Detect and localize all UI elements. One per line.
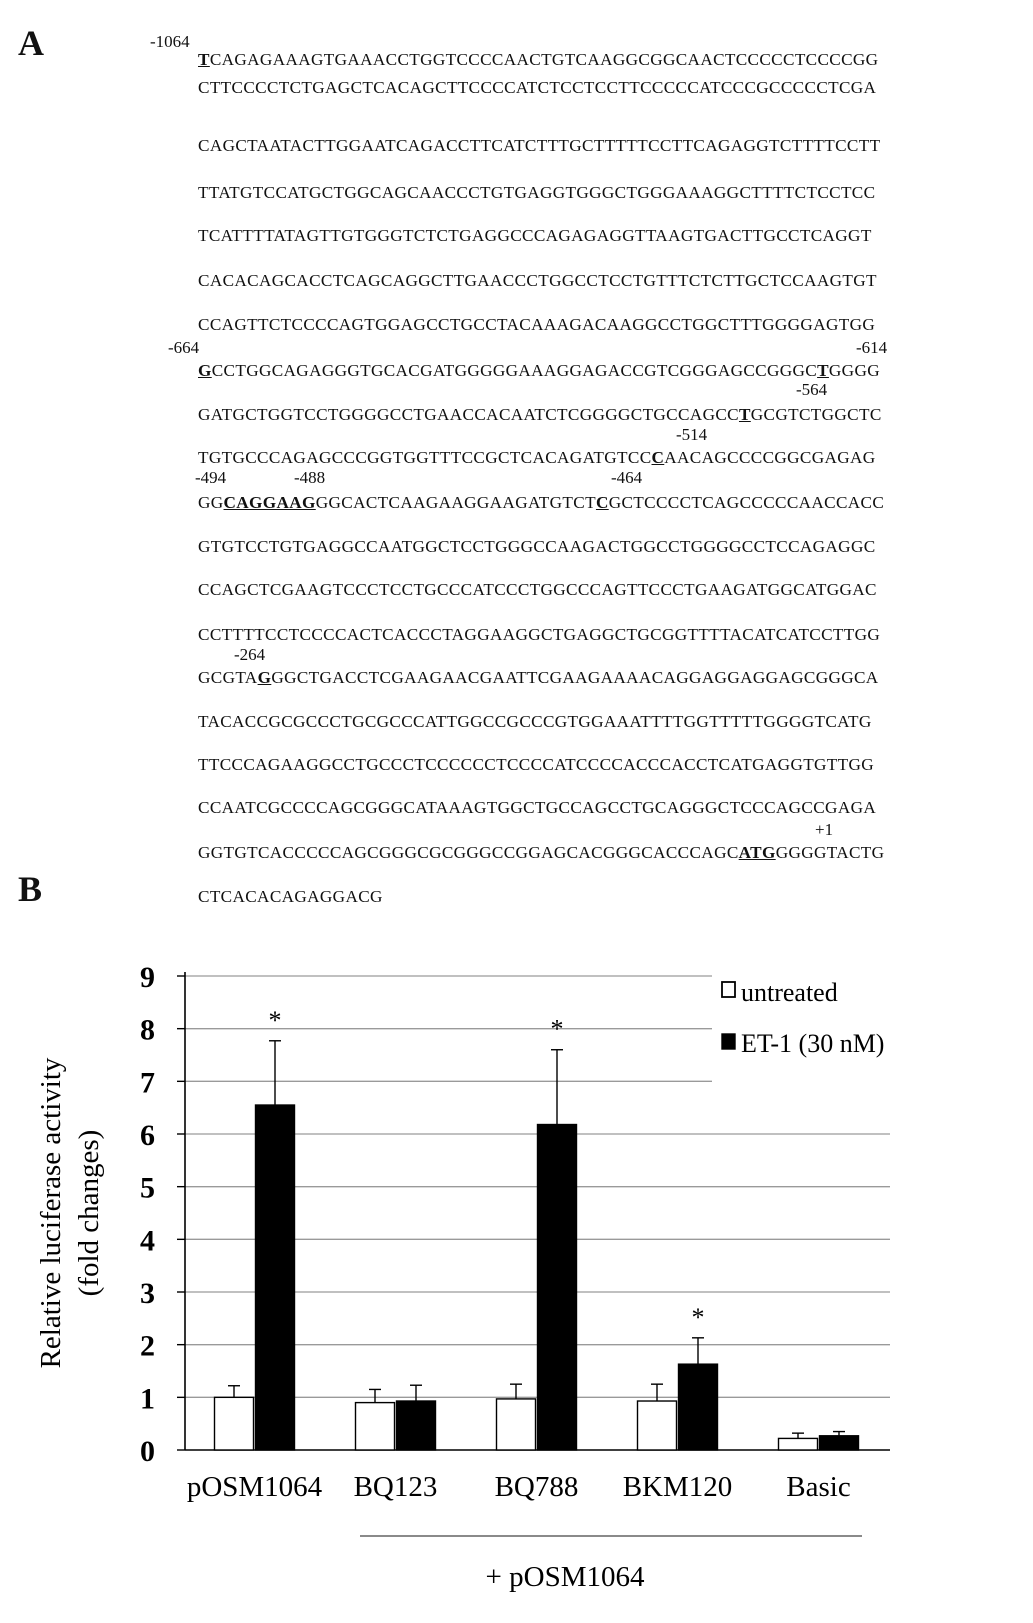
group-label: + pOSM1064 bbox=[485, 1561, 645, 1593]
x-tick-label: BQ788 bbox=[494, 1471, 579, 1503]
y-tick-label: 6 bbox=[140, 1119, 155, 1152]
position-label: -464 bbox=[611, 468, 643, 487]
sequence-line bbox=[198, 798, 876, 818]
y-axis-label: Relative luciferase activity bbox=[35, 1057, 67, 1369]
sequence-segment: CCAGTTCTCCCCAGTGGAGCCTGCCTACAAAGACAAGGCCTGGCTTTGGGGAGTGG bbox=[198, 315, 876, 334]
sequence-line bbox=[198, 183, 875, 203]
bar-et1 bbox=[679, 1364, 718, 1450]
sequence-segment: AACAGCCCCGGCGAGAG bbox=[664, 448, 876, 467]
sequence-line bbox=[198, 493, 884, 513]
sequence-line bbox=[198, 136, 880, 156]
legend-swatch-et1 bbox=[722, 1034, 735, 1049]
sequence-segment: GG bbox=[198, 493, 224, 512]
legend-swatch-untreated bbox=[722, 982, 735, 997]
sequence-line bbox=[198, 405, 882, 425]
sequence-segment: CTTCCCCTCTGAGCTCACAGCTTCCCCATCTCCTCCTTCCCCCATCCCGCCCCCTCGA bbox=[198, 78, 877, 97]
sequence-segment: GCGTCTGGCTC bbox=[750, 405, 882, 424]
sequence-segment: GGCTGACCTCGAAGAACGAATTCGAAGAAAACAGGAGGAGGAGCGGGCA bbox=[271, 668, 879, 687]
y-tick-label: 5 bbox=[140, 1171, 155, 1205]
sequence-line bbox=[198, 537, 876, 557]
sequence-segment: GGCACTCAAGAAGGAAGATGTCT bbox=[315, 493, 596, 512]
bar-et1 bbox=[538, 1125, 577, 1450]
bar-untreated bbox=[497, 1399, 536, 1450]
sequence-line bbox=[198, 625, 880, 645]
chart-panel bbox=[0, 950, 1033, 1618]
x-tick-label: Basic bbox=[786, 1471, 851, 1503]
y-tick-label: 4 bbox=[140, 1224, 155, 1258]
sequence-line bbox=[198, 580, 877, 600]
sequence-segment: GGGGTACTG bbox=[775, 843, 885, 862]
sequence-line bbox=[198, 755, 874, 775]
bar-untreated bbox=[356, 1403, 395, 1450]
position-label: -1064 bbox=[150, 32, 190, 51]
luciferase-bar-chart bbox=[0, 950, 1033, 1618]
y-tick-label: 1 bbox=[140, 1382, 155, 1416]
x-tick-label: pOSM1064 bbox=[186, 1471, 323, 1503]
bar-et1 bbox=[397, 1401, 436, 1450]
position-label: -514 bbox=[676, 425, 708, 444]
marked-nucleotide: C bbox=[595, 493, 609, 512]
sequence-segment: CCAGCTCGAAGTCCCTCCTGCCCATCCCTGGCCCAGTTCCCTGAAGATGGCATGGAC bbox=[198, 580, 877, 599]
significance-marker: * bbox=[268, 1005, 282, 1035]
sequence-segment: GATGCTGGTCCTGGGGCCTGAACCACAATCTCGGGGCTGCCAGCC bbox=[198, 405, 739, 424]
sequence-line bbox=[198, 887, 383, 907]
sequence-segment: TGTGCCCAGAGCCCGGTGGTTTCCGCTCACAGATGTCC bbox=[198, 448, 652, 467]
legend-label: ET-1 (30 nM) bbox=[741, 1029, 885, 1058]
bar-et1 bbox=[820, 1436, 859, 1450]
sequence-line bbox=[198, 361, 880, 381]
sequence-line bbox=[198, 271, 877, 291]
position-label: -614 bbox=[856, 338, 888, 357]
sequence-line bbox=[198, 50, 878, 70]
sequence-segment: CCAATCGCCCCAGCGGGCATAAAGTGGCTGCCAGCCTGCAGGGCTCCCAGCCGAGA bbox=[198, 798, 877, 817]
position-label: -264 bbox=[234, 645, 266, 664]
sequence-line bbox=[198, 78, 876, 98]
marked-nucleotide: T bbox=[198, 50, 210, 69]
sequence-segment: TACACCGCGCCCTGCGCCCATTGGCCGCCCGTGGAAATTTTGGTTTTTGGGGTCATG bbox=[198, 712, 872, 731]
panel-a-label: A bbox=[18, 23, 44, 63]
position-label: -664 bbox=[168, 338, 200, 357]
sequence-segment: CAGCTAATACTTGGAATCAGACCTTCATCTTTGCTTTTTCCTTCAGAGGTCTTTTCCTT bbox=[198, 136, 881, 155]
sequence-segment: GGGG bbox=[828, 361, 880, 380]
sequence-segment: CTCACACAGAGGACG bbox=[198, 887, 383, 906]
marked-nucleotide: ATG bbox=[738, 843, 776, 862]
x-tick-label: BQ123 bbox=[353, 1471, 438, 1503]
marked-nucleotide: T bbox=[817, 361, 829, 380]
sequence-line bbox=[198, 843, 884, 863]
y-tick-label: 0 bbox=[140, 1435, 155, 1468]
position-label: -488 bbox=[294, 468, 326, 487]
bar-untreated bbox=[779, 1438, 818, 1450]
y-tick-label: 7 bbox=[140, 1066, 155, 1100]
marked-nucleotide: C bbox=[651, 448, 665, 467]
y-tick-label: 3 bbox=[140, 1277, 155, 1310]
sequence-segment: CAGAGAAAGTGAAACCTGGTCCCCAACTGTCAAGGCGGCAACTCCCCCTCCCCGG bbox=[209, 50, 879, 69]
x-tick-label: BKM120 bbox=[622, 1471, 733, 1503]
y-tick-label: 8 bbox=[140, 1013, 155, 1047]
bar-untreated bbox=[638, 1401, 677, 1450]
marked-nucleotide: G bbox=[257, 668, 272, 687]
position-label: -494 bbox=[195, 468, 227, 487]
bar-untreated bbox=[215, 1397, 254, 1450]
sequence-segment: TTCCCAGAAGGCCTGCCCTCCCCCCTCCCCATCCCCACCCACCTCATGAGGTGTTGG bbox=[198, 755, 875, 774]
sequence-line bbox=[198, 448, 876, 468]
position-label: -564 bbox=[796, 380, 828, 399]
sequence-line bbox=[198, 712, 872, 732]
panel-b-label: B bbox=[18, 869, 43, 909]
bar-et1 bbox=[256, 1105, 295, 1450]
sequence-segment: CCTGGCAGAGGGTGCACGATGGGGGAAAGGAGACCGTCGGGAGCCGGGC bbox=[211, 361, 818, 380]
sequence-segment: TTATGTCCATGCTGGCAGCAACCCTGTGAGGTGGGCTGGGAAAGGCTTTTCTCCTCC bbox=[198, 183, 876, 202]
sequence-segment: TCATTTTATAGTTGTGGGTCTCTGAGGCCCAGAGAGGTTAAGTGACTTGCCTCAGGT bbox=[198, 226, 872, 245]
sequence-segment: CACACAGCACCTCAGCAGGCTTGAACCCTGGCCTCCTGTTTCTCTTGCTCCAAGTGT bbox=[198, 271, 877, 290]
position-label: +1 bbox=[815, 820, 834, 839]
y-tick-label: 9 bbox=[140, 961, 155, 994]
sequence-line bbox=[198, 315, 875, 335]
marked-nucleotide: G bbox=[198, 361, 212, 380]
legend-label: untreated bbox=[741, 978, 838, 1007]
sequence-segment: GCGTA bbox=[198, 668, 258, 687]
sequence-line bbox=[198, 668, 879, 688]
y-axis-label: (fold changes) bbox=[73, 1129, 105, 1297]
sequence-segment: GTGTCCTGTGAGGCCAATGGCTCCTGGGCCAAGACTGGCCTGGGGCCTCCAGAGGC bbox=[198, 537, 876, 556]
sequence-segment: GGTGTCACCCCCAGCGGGCGCGGGCCGGAGCACGGGCACCCAGC bbox=[198, 843, 739, 862]
significance-marker: * bbox=[550, 1014, 564, 1044]
significance-marker: * bbox=[691, 1302, 705, 1332]
sequence-segment: GCTCCCCTCAGCCCCCAACCACC bbox=[608, 493, 885, 512]
sequence-line bbox=[198, 226, 872, 246]
marked-nucleotide: CAGGAAG bbox=[223, 493, 316, 512]
y-tick-label: 2 bbox=[140, 1329, 155, 1363]
marked-nucleotide: T bbox=[738, 405, 751, 424]
sequence-segment: CCTTTTCCTCCCCACTCACCCTAGGAAGGCTGAGGCTGCGGTTTTACATCATCCTTGG bbox=[198, 625, 881, 644]
